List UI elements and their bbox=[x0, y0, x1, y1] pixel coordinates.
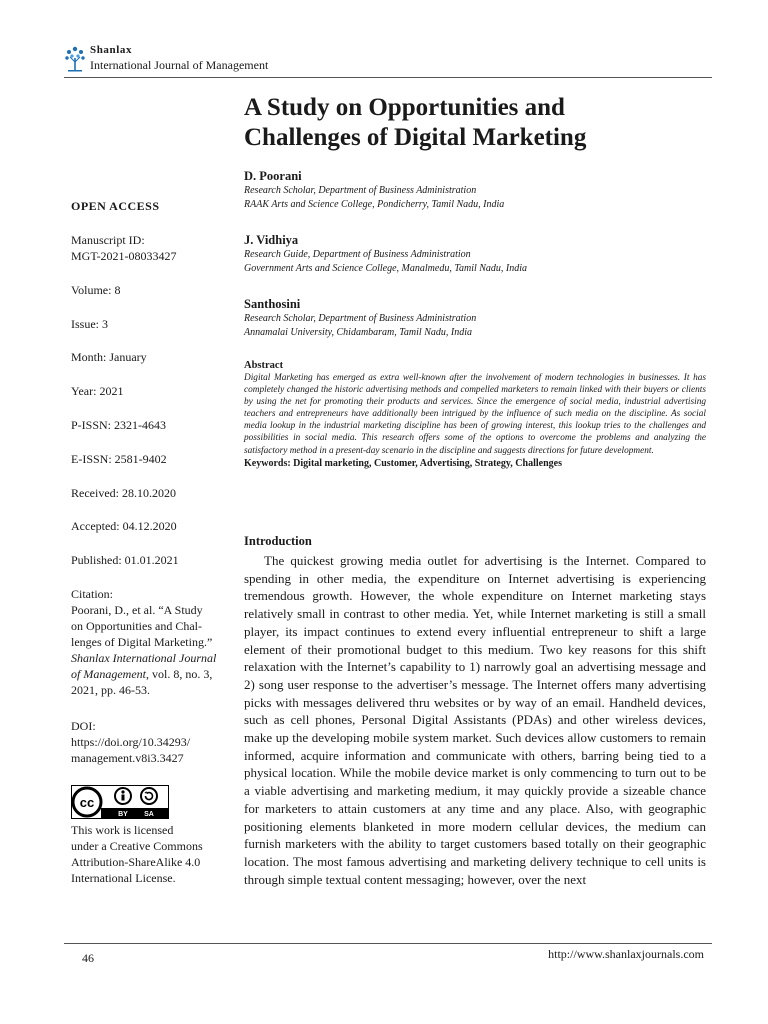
abstract-heading: Abstract bbox=[244, 360, 284, 371]
manuscript-id: MGT-2021-08033427 bbox=[71, 249, 177, 263]
cc-label: cc bbox=[79, 795, 95, 810]
introduction-heading: Introduction bbox=[244, 534, 312, 548]
journal-url-link[interactable]: http://www.shanlaxjournals.com bbox=[548, 947, 704, 961]
header-divider bbox=[64, 77, 712, 78]
citation-journal: of Management bbox=[71, 667, 146, 681]
citation-line: Poorani, D., et al. “A Study bbox=[71, 603, 203, 617]
license-line: under a Creative Commons bbox=[71, 839, 203, 853]
shanlax-logo-icon bbox=[64, 44, 86, 72]
citation-label: Citation: bbox=[71, 587, 113, 601]
author-institution: Annamalai University, Chidambaram, Tamil Nadu, India bbox=[244, 327, 472, 338]
citation-line: on Opportunities and Chal- bbox=[71, 619, 202, 633]
abstract-section bbox=[244, 359, 706, 470]
page-number: 46 bbox=[82, 951, 94, 965]
cc-by-sa-license-icon bbox=[71, 785, 169, 819]
abstract-text: Digital Marketing has emerged as extra well-known after the involvement of modern technologies in businesses. It has completely changed the historic advertising methods and compelled marketers to remain linked with their buyers or clients by using the net for promoting their products and services. Since the emergence of social media, industrial advertising teachers and entrepreneurs have additionally been intrigued by the influence of such media on the discipline. As social media lookup in the industrial marketing discipline has been of growing interest, this lookup tries to the challenges and possibilities in social media. This research offers some of the options to overcome the problems and analyzing the satisfactory method in a present-day scenario in the discipline and suggests directions for future development. bbox=[244, 373, 706, 456]
open-access-label: OPEN ACCESS bbox=[71, 199, 160, 213]
author-block bbox=[244, 296, 714, 340]
manuscript-id-label: Manuscript ID: bbox=[71, 233, 145, 247]
citation-line bbox=[71, 666, 231, 682]
published-date: Published: 01.01.2021 bbox=[71, 553, 179, 567]
footer-divider bbox=[64, 943, 712, 944]
citation-line: 2021, pp. 46-53. bbox=[71, 683, 150, 697]
keywords-label: Keywords: bbox=[244, 457, 291, 469]
doi-link[interactable]: https://doi.org/10.34293/ bbox=[71, 735, 191, 749]
keywords-list: Digital marketing, Customer, Advertising, Strategy, Challenges bbox=[293, 457, 562, 469]
e-issn: E-ISSN: 2581-9402 bbox=[71, 452, 167, 466]
license-line: This work is licensed bbox=[71, 823, 174, 837]
citation-line: Shanlax International Journal bbox=[71, 651, 217, 665]
author-affiliation: Research Scholar, Department of Business Administration bbox=[244, 313, 477, 324]
author-name: J. Vidhiya bbox=[244, 233, 299, 247]
author-block bbox=[244, 232, 714, 276]
year: Year: 2021 bbox=[71, 384, 124, 398]
journal-name: International Journal of Management bbox=[90, 58, 269, 72]
author-block bbox=[244, 168, 714, 212]
author-institution: RAAK Arts and Science College, Pondicherry, Tamil Nadu, India bbox=[244, 199, 505, 210]
keywords bbox=[244, 457, 706, 470]
article-title bbox=[244, 93, 714, 153]
license-line: International License. bbox=[71, 871, 176, 885]
doi-link-cont[interactable]: management.v8i3.3427 bbox=[71, 751, 184, 765]
publisher-name: Shanlax bbox=[90, 44, 133, 56]
sa-label: SA bbox=[144, 811, 154, 818]
accepted-date: Accepted: 04.12.2020 bbox=[71, 519, 177, 533]
author-name: Santhosini bbox=[244, 297, 301, 311]
citation-volume: , vol. 8, no. 3, bbox=[145, 667, 213, 681]
received-date: Received: 28.10.2020 bbox=[71, 486, 176, 500]
article-title-line-1: A Study on Opportunities and bbox=[244, 94, 565, 121]
month: Month: January bbox=[71, 350, 147, 364]
license-line: Attribution-ShareAlike 4.0 bbox=[71, 855, 201, 869]
introduction-text: The quickest growing media outlet for advertising is the Internet. Compared to spending in other media, the expenditure on Internet advertising is experiencing tremendous growth. However, the whole expenditure on Internet marketing stays relatively small in contrast to other media. Yet, while Internet marketing is still a small player, its impact continues to extend every influential entrepreneur to shift a large element of their promotional budget to this medium. Two key reasons for this shift relaxation with the Internet’s capability to 1) narrowly goal an advertising message and 2) song user response to the advertiser’s message. The Internet offers many advertising picks with messages delivered thru websites or by way of an email. Handheld devices, such as cell phones, Personal Digital Assistants (PDAs) and other wireless devices, make up the developing mobile system market. Such devices allow customers to remain informed, acquire information and communicate with others, barring being tied to a physical location. While the mobile device market is only commencing to turn out to be a viable advertising and marketing medium, it may quickly provide a sizeable chance for marketers to attain customers at any time and any place. Also, with geographic positioning elements blanketed in more modern cellular devices, the medium can furnish marketers with the ability to target customers based totally on their geographic location. The most famous advertising and marketing delivery technique to cell units is through simple textual content messaging; however, over the next bbox=[244, 553, 706, 887]
author-name: D. Poorani bbox=[244, 169, 302, 183]
author-institution: Government Arts and Science College, Manalmedu, Tamil Nadu, India bbox=[244, 263, 528, 274]
journal-header bbox=[64, 42, 714, 76]
author-affiliation: Research Guide, Department of Business Administration bbox=[244, 249, 471, 260]
p-issn: P-ISSN: 2321-4643 bbox=[71, 418, 167, 432]
citation-line: lenges of Digital Marketing.” bbox=[71, 635, 213, 649]
volume: Volume: 8 bbox=[71, 283, 121, 297]
article-title-line-2: Challenges of Digital Marketing bbox=[244, 124, 587, 151]
issue: Issue: 3 bbox=[71, 317, 108, 331]
author-affiliation: Research Scholar, Department of Business Administration bbox=[244, 185, 477, 196]
by-label: BY bbox=[118, 811, 128, 818]
doi-label: DOI: bbox=[71, 719, 96, 733]
